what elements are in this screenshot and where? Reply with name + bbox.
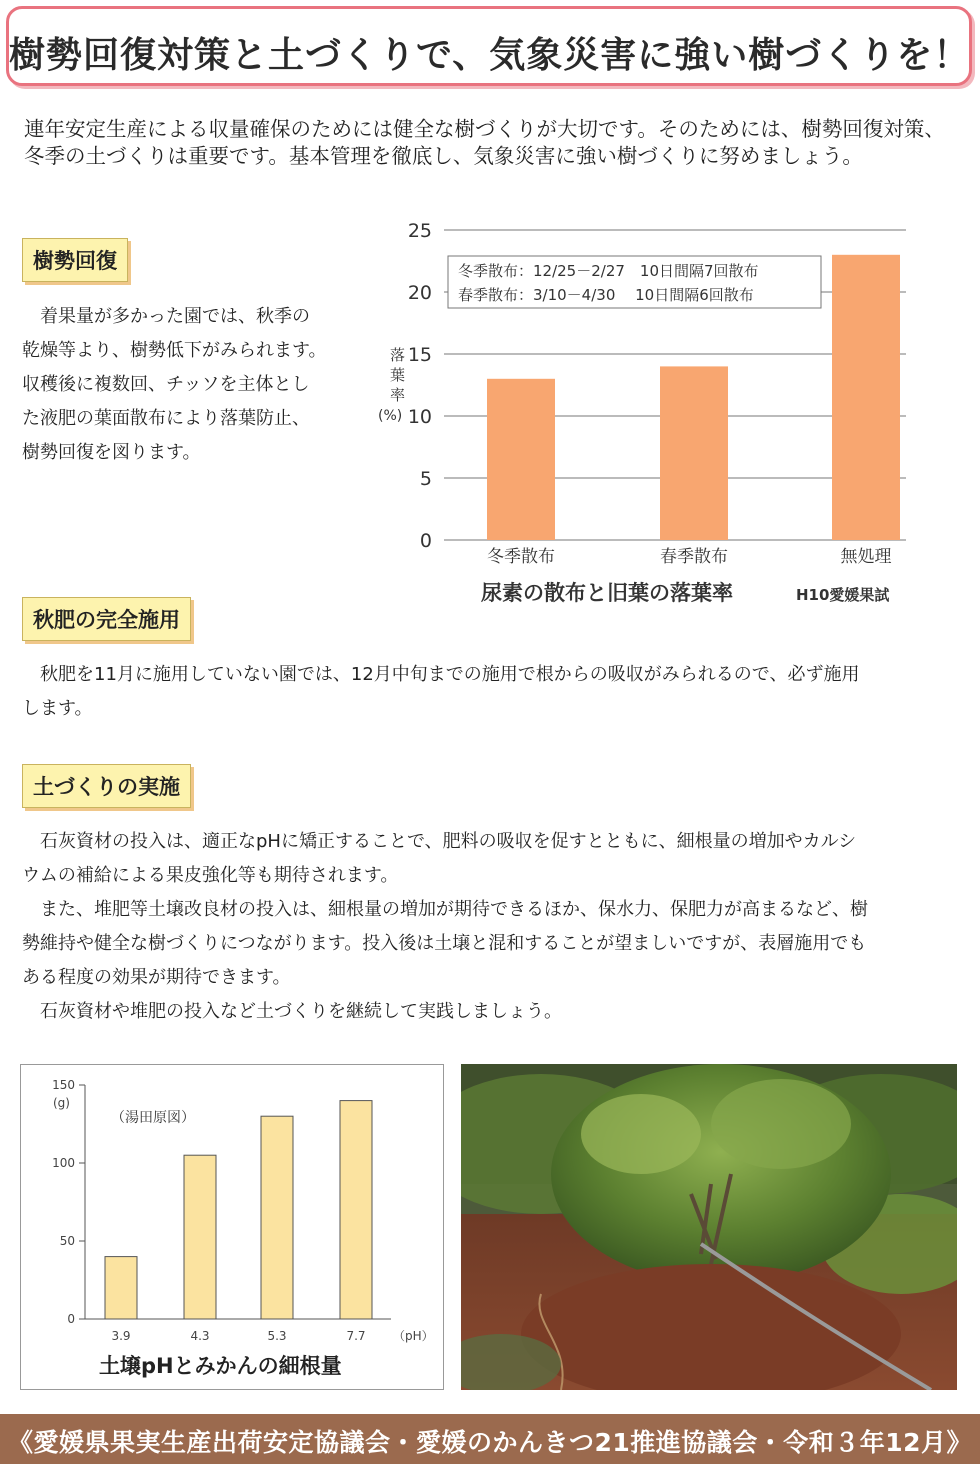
jusei-paragraph bbox=[22, 300, 362, 470]
y-tick-label: 100 bbox=[52, 1156, 75, 1170]
chart-annotation: 冬季散布：12/25－2/27 10日間隔7回散布 bbox=[458, 262, 759, 280]
chart-note: （湯田原図） bbox=[111, 1110, 195, 1126]
shuhi-line: 秋肥を11月に施用していない園では、12月中旬までの施用で根からの吸収がみられるので、必ず施用 bbox=[40, 664, 860, 685]
title-banner bbox=[6, 6, 972, 86]
chart-title: 尿素の散布と旧葉の落葉率 bbox=[481, 581, 733, 605]
footer-bar bbox=[0, 1414, 980, 1464]
tsuchi-line: また、堆肥等土壌改良材の投入は、細根量の増加が期待できるほか、保水力、保肥力が高まるなど、樹 bbox=[40, 899, 868, 920]
bar-2 bbox=[184, 1155, 216, 1319]
tsuchi-line: 石灰資材や堆肥の投入など土づくりを継続して実践しましょう。 bbox=[40, 1001, 562, 1022]
section-label-tsuchi: 土づくりの実施 bbox=[22, 764, 191, 808]
y-tick-label: 10 bbox=[407, 406, 432, 428]
jusei-line: 乾燥等より、樹勢低下がみられます。 bbox=[22, 340, 327, 361]
tsuchi-line: ある程度の効果が期待できます。 bbox=[22, 967, 291, 988]
bar-1 bbox=[487, 379, 555, 540]
y-axis-unit: (%) bbox=[378, 408, 403, 424]
bar-3 bbox=[832, 255, 900, 540]
y-tick-label: 0 bbox=[67, 1312, 75, 1326]
section-label-jusei: 樹勢回復 bbox=[22, 238, 128, 282]
y-tick-label: 50 bbox=[59, 1234, 75, 1248]
leaf-drop-chart bbox=[376, 214, 936, 614]
chart-annotation: 春季散布：3/10－4/30 10日間隔6回散布 bbox=[458, 286, 754, 304]
bar-2 bbox=[660, 366, 728, 540]
shuhi-line: します。 bbox=[22, 698, 93, 719]
bar-1 bbox=[105, 1257, 137, 1319]
x-tick-label: 4.3 bbox=[190, 1329, 210, 1343]
jusei-line: 樹勢回復を図ります。 bbox=[22, 442, 201, 463]
y-tick-label: 150 bbox=[52, 1078, 75, 1092]
tsuchi-paragraph bbox=[22, 825, 962, 1029]
y-tick-label: 5 bbox=[419, 468, 432, 490]
root-ph-chart bbox=[21, 1065, 443, 1389]
bar-4 bbox=[340, 1101, 372, 1319]
y-tick-label: 20 bbox=[407, 282, 432, 304]
tsuchi-line: 石灰資材の投入は、適正なpHに矯正することで、肥料の吸収を促すとともに、細根量の増加やカルシ bbox=[40, 831, 857, 852]
tsuchi-line: 勢維持や健全な樹づくりにつながります。投入後は土壌と混和することが望ましいですが、表層施用でも bbox=[22, 933, 867, 954]
orchard-photo-image bbox=[461, 1064, 957, 1390]
shuhi-paragraph bbox=[22, 658, 962, 726]
footer-text: 《愛媛県果実生産出荷安定協議会・愛媛のかんきつ21推進協議会・令和３年12月》 bbox=[7, 1428, 973, 1457]
x-tick-label: 無処理 bbox=[840, 547, 892, 567]
y-axis-unit: (g) bbox=[53, 1096, 70, 1110]
x-axis-unit: （pH） bbox=[393, 1329, 434, 1343]
y-axis-label-char: 率 bbox=[390, 386, 406, 404]
x-tick-label: 冬季散布 bbox=[487, 547, 555, 567]
orchard-photo bbox=[461, 1064, 957, 1390]
bar-3 bbox=[261, 1116, 293, 1319]
y-axis-label-char: 葉 bbox=[390, 366, 406, 384]
section-label-shuhi: 秋肥の完全施用 bbox=[22, 597, 191, 641]
x-tick-label: 5.3 bbox=[267, 1329, 287, 1343]
chart-source: H10愛媛果試 bbox=[796, 586, 890, 604]
y-tick-label: 0 bbox=[419, 530, 432, 552]
page-title: 樹勢回復対策と土づくりで、気象災害に強い樹づくりを！ bbox=[9, 35, 971, 76]
jusei-line: た液肥の葉面散布により落葉防止、 bbox=[22, 408, 310, 429]
root-ph-chart-frame bbox=[20, 1064, 444, 1390]
x-tick-label: 7.7 bbox=[346, 1329, 366, 1343]
jusei-line: 収穫後に複数回、チッソを主体とし bbox=[22, 374, 310, 395]
jusei-line: 着果量が多かった園では、秋季の bbox=[40, 306, 310, 327]
x-tick-label: 春季散布 bbox=[660, 547, 728, 567]
chart-title: 土壌pHとみかんの細根量 bbox=[99, 1354, 342, 1378]
y-tick-label: 25 bbox=[407, 220, 432, 242]
y-tick-label: 15 bbox=[407, 344, 432, 366]
y-axis-label-char: 落 bbox=[390, 346, 406, 364]
tsuchi-line: ウムの補給による果皮強化等も期待されます。 bbox=[22, 865, 399, 886]
intro-paragraph: 連年安定生産による収量確保のためには健全な樹づくりが大切です。そのためには、樹勢回復対策、冬季の土づくりは重要です。基本管理を徹底し、気象災害に強い樹づくりに努めましょう。 bbox=[24, 117, 945, 168]
x-tick-label: 3.9 bbox=[111, 1329, 131, 1343]
